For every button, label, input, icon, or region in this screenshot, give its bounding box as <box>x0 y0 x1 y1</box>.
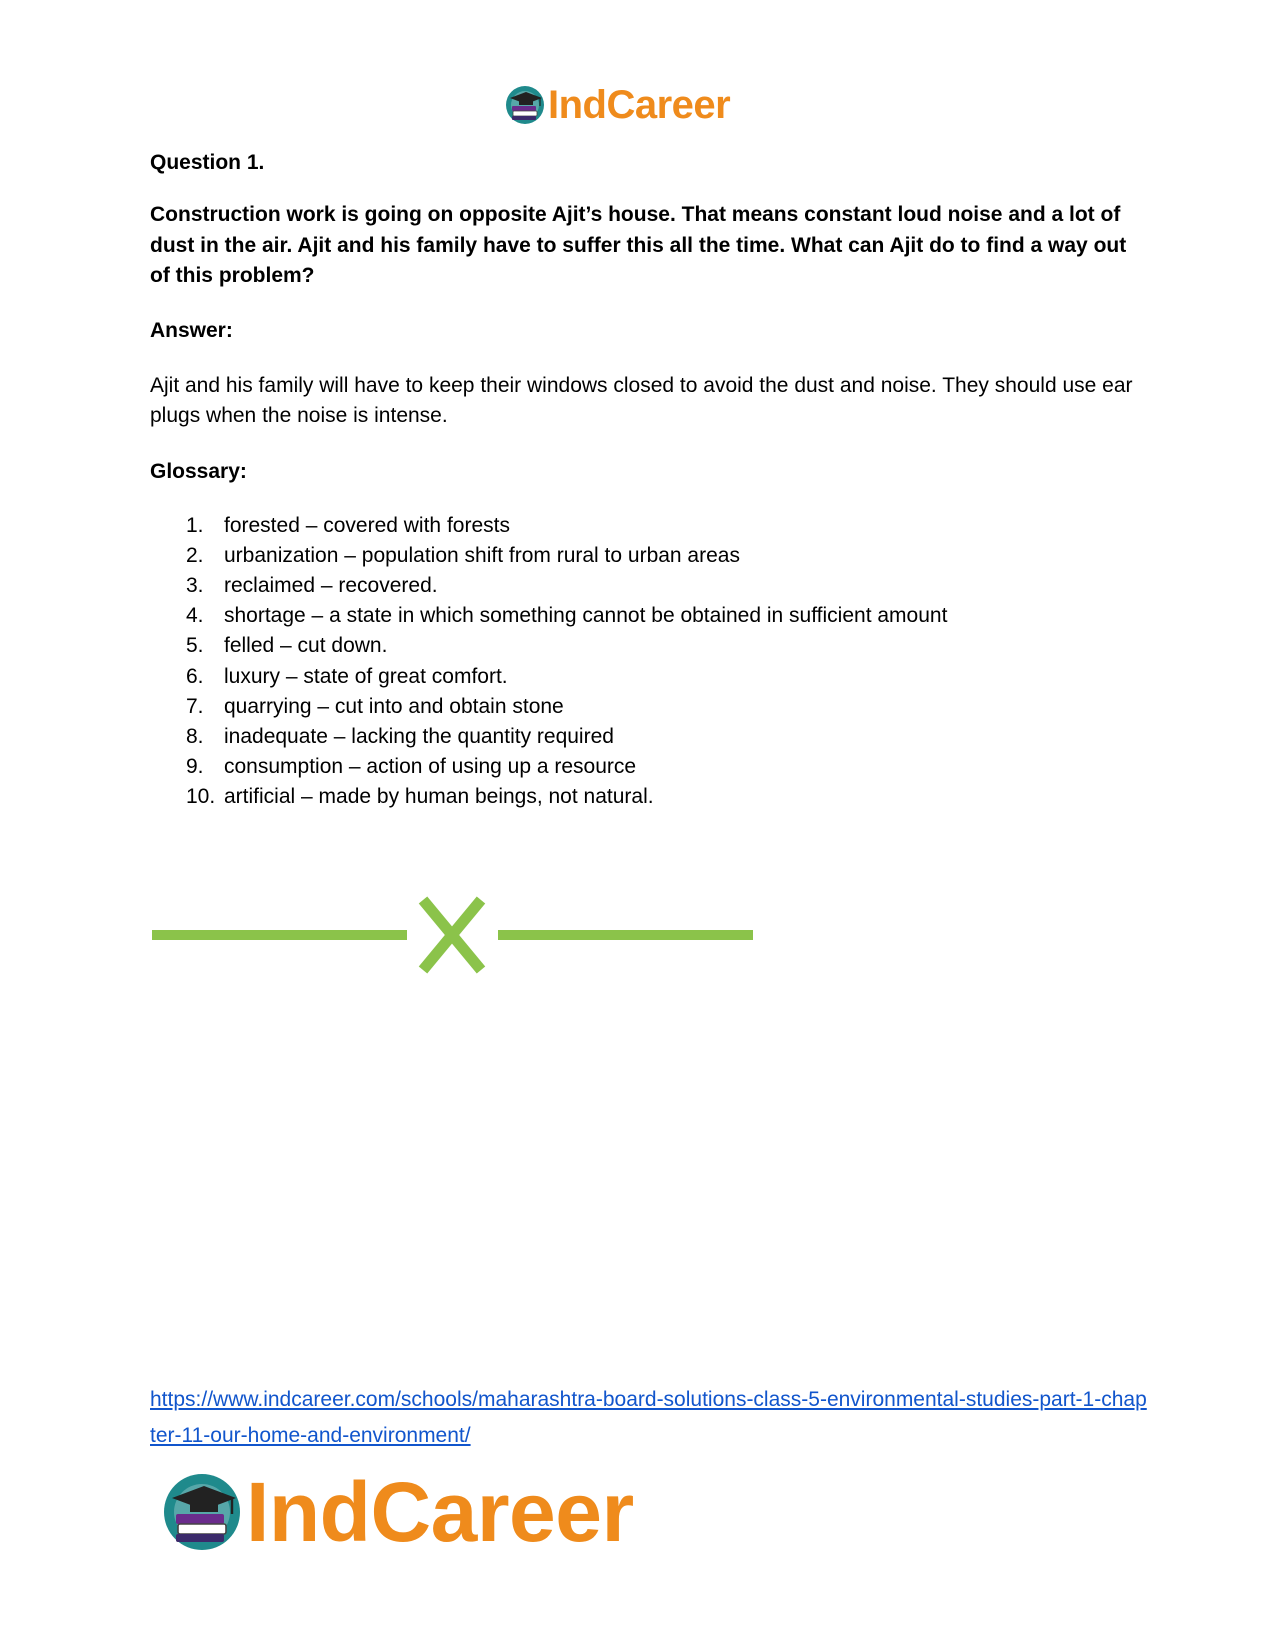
answer-label: Answer: <box>150 318 233 342</box>
graduation-cap-books-icon <box>504 84 546 126</box>
glossary-item-text: forested – covered with forests <box>224 513 510 537</box>
glossary-item-text: reclaimed – recovered. <box>224 573 438 597</box>
glossary-item <box>150 662 1140 692</box>
question-label: Question 1. <box>150 151 265 174</box>
answer-text: Ajit and his family will have to keep their windows closed to avoid the dust and noise. They should use ear plugs when the noise is intense. <box>150 373 1133 427</box>
glossary-item-number: 5. <box>186 634 204 658</box>
glossary-item-text: artificial – made by human beings, not natural. <box>224 785 654 809</box>
glossary-item <box>150 541 1140 571</box>
glossary-item-text: shortage – a state in which something cannot be obtained in sufficient amount <box>224 604 948 628</box>
header-logo-text: IndCareer <box>548 83 731 127</box>
document-body <box>150 148 1140 813</box>
glossary-item-number: 4. <box>186 604 204 628</box>
glossary-item <box>150 631 1140 661</box>
glossary-item-text: urbanization – population shift from rural to urban areas <box>224 543 740 567</box>
glossary-item <box>150 692 1140 722</box>
x-divider-icon <box>150 895 760 975</box>
glossary-item-text: quarrying – cut into and obtain stone <box>224 694 564 718</box>
glossary-item-text: luxury – state of great comfort. <box>224 664 508 688</box>
glossary-item <box>150 782 1140 812</box>
glossary-item-number: 2. <box>186 543 204 567</box>
glossary-item-text: felled – cut down. <box>224 634 388 658</box>
glossary-list <box>150 511 1140 813</box>
glossary-item-number: 7. <box>186 694 204 718</box>
glossary-item-number: 3. <box>186 573 204 597</box>
glossary-item-number: 6. <box>186 664 204 688</box>
graduation-cap-books-icon <box>160 1470 244 1554</box>
glossary-item <box>150 571 1140 601</box>
glossary-item-text: inadequate – lacking the quantity required <box>224 724 614 748</box>
glossary-item <box>150 752 1140 782</box>
glossary-item-number: 9. <box>186 755 204 779</box>
glossary-item-number: 10. <box>186 785 216 809</box>
glossary-item <box>150 722 1140 752</box>
glossary-item-text: consumption – action of using up a resource <box>224 755 637 779</box>
question-text: Construction work is going on opposite Ajit’s house. That means constant loud noise and a lot of dust in the air. Ajit and his family have to suffer this all the time. What can Ajit do to find a way out of this problem? <box>150 203 1127 287</box>
glossary-label: Glossary: <box>150 459 247 483</box>
footer-logo <box>160 1462 700 1562</box>
header-logo <box>504 80 774 130</box>
glossary-item <box>150 601 1140 631</box>
glossary-item <box>150 511 1140 541</box>
glossary-item-number: 1. <box>186 513 204 537</box>
glossary-item-number: 8. <box>186 724 204 748</box>
source-url-link[interactable]: https://www.indcareer.com/schools/maharashtra-board-solutions-class-5-environmental-studies-part-1-chapter-11-our-home-and-environment/ <box>150 1388 1147 1447</box>
footer-logo-text: IndCareer <box>246 1465 634 1559</box>
